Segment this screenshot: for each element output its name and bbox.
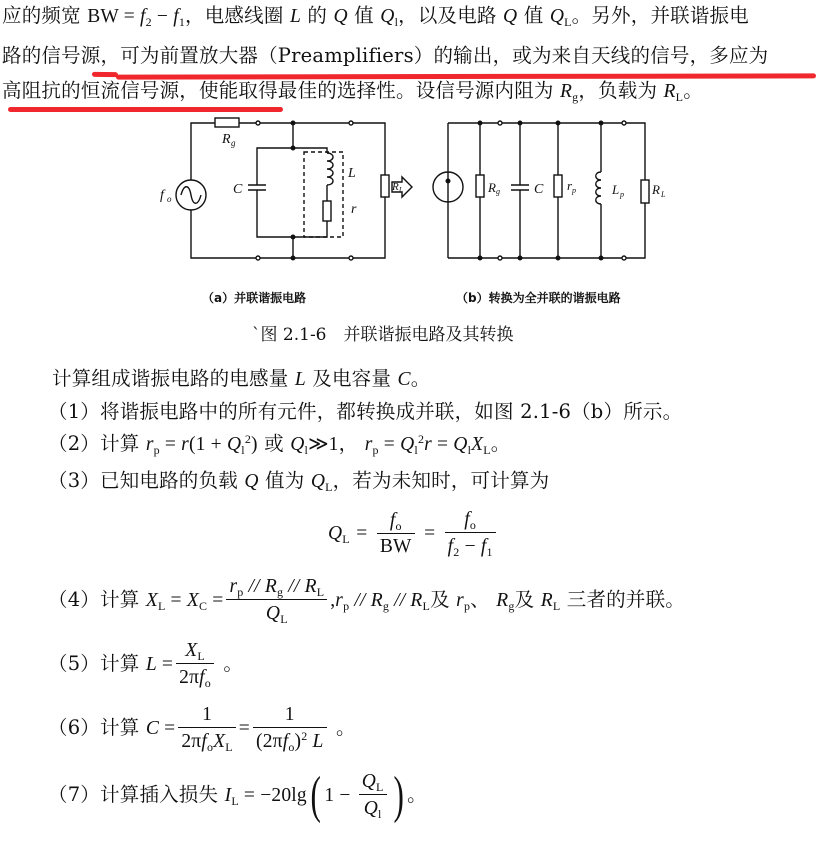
XL-symbol: X [185,640,198,661]
subscript: 1 [178,15,186,29]
XC-symbol: X [186,590,199,611]
rp-symbol: r [456,590,464,611]
text: ，负载为 [578,79,664,102]
label-sub: o [167,194,172,204]
subscript: g [382,599,390,613]
subscript: p [153,443,160,457]
equals-log: = −20lg [238,785,307,806]
subscript: l [394,15,399,29]
QL-symbol: Q [361,771,376,792]
subscript: 2 [145,15,152,29]
equals: = [431,434,454,455]
rp-symbol: r [335,590,344,611]
XL-symbol: X [213,730,226,752]
label-fo: f [160,188,164,203]
subscript: o [204,676,211,690]
subscript: g [508,599,515,613]
subscript: g [572,90,579,104]
QL-symbol: Q [328,523,343,544]
f1-symbol: f [173,6,179,27]
step-2 [48,432,511,457]
text: 路的信号源， [2,44,121,67]
fo-symbol: f [282,730,289,752]
equals: = [424,523,436,544]
resistor-rl-icon [641,180,649,203]
label-sub: L [661,190,666,199]
subscript: l [467,443,472,457]
C-symbol: C [145,718,160,739]
RL-symbol: R [304,576,317,597]
inductor-icon [327,153,333,185]
equals: = [165,590,187,611]
subscript: 2 [453,545,460,559]
label-rl: R [392,181,399,193]
subscript: C [198,599,208,613]
steps-intro [52,367,430,392]
equals: = [159,718,176,739]
subscript: L [197,649,205,663]
step-label: （7）计算插入损失 [48,783,225,806]
parallel: // [243,576,265,597]
subscript: l [377,807,382,821]
L-symbol: L [294,369,306,390]
step-3 [48,469,549,494]
label-sub: g [496,187,500,196]
label-lp: L [612,182,620,197]
Q-symbol: Q [244,471,259,492]
highlighted-text: 高阻抗的恒流信号源，使能取得最佳的选择性。 [2,79,416,102]
subscript: L [422,599,431,613]
parallel: // [349,590,371,611]
text: 。 [407,783,427,806]
text: 。另外，并联谐振电 [571,4,749,27]
comma: , [330,590,336,611]
Rg-symbol: R [496,590,509,611]
text: 应的频宽 [2,4,88,27]
f2-symbol: f [140,6,146,27]
subscript: L [280,612,288,626]
step-3-formula [328,505,499,562]
text: 或 [257,432,291,455]
subscript: l [414,443,418,457]
resistor-rg-icon [476,175,484,197]
Ql-symbol: Q [380,6,395,27]
label-sub: p [620,190,624,199]
superscript: 2 [244,432,252,446]
fraction [176,638,214,691]
inductor-icon [596,172,601,204]
step-4 [48,572,685,629]
label-rp: r [567,178,573,193]
two-pi: 2π [179,667,200,688]
Ql-symbol: Q [226,434,242,455]
fraction [359,769,387,822]
one: 1 [178,703,235,728]
subscript: 1 [486,545,493,559]
rp-symbol: r [229,576,238,597]
subscript: L [225,739,233,754]
subscript: p [237,585,244,599]
text: ，若为未知时，可计算为 [332,469,550,492]
subscript: L [157,599,166,613]
subscript: p [372,443,379,457]
circuit-a [176,118,412,260]
L-symbol: L [307,730,324,752]
fo-symbol: f [464,509,470,530]
parallel: // [389,590,411,611]
resistor-rg-icon [215,118,239,127]
subscript: L [675,90,684,104]
text: 三者的并联。 [560,588,685,611]
bw-symbol: BW [379,535,412,557]
equals: = [159,434,182,455]
equals: = [378,434,401,455]
fraction [445,507,496,560]
subscript: o [469,518,477,532]
label-r: r [351,202,357,217]
highlighted-text: 可为前置放大器（Preamplifiers）的输出，或为来自天线的信号，多应为 [120,44,769,67]
one: 1 [253,703,327,728]
label-l: L [348,166,356,181]
text: ，电感线圈 [185,4,290,27]
equals: = [207,590,224,611]
Ql-symbol: Q [363,798,378,819]
text: 及电容量 [305,367,398,390]
fo-symbol: f [201,730,207,752]
rp-symbol: r [364,434,373,455]
subscript: l [304,443,309,457]
subscript: L [552,599,561,613]
subscript: L [325,480,333,494]
resistor-r-icon [323,201,331,221]
RL-symbol: R [410,590,423,611]
QL-symbol: Q [310,471,326,492]
expr: (1 + [188,434,227,455]
resistor-rp-icon [554,175,562,197]
r-symbol: r [181,434,189,455]
Rg-symbol: R [370,590,383,611]
fraction [253,703,327,755]
fo-symbol: f [389,509,396,531]
text: 。 [216,652,244,675]
caption-a: （a）并联谐振电路 [202,291,307,305]
much-greater: ≫1， [308,434,359,455]
text: 。 [490,432,511,455]
step-label: （2）计算 [48,432,146,455]
subscript: o [395,518,402,533]
step-label: （5）计算 [48,652,146,675]
subscript: L [342,532,350,546]
text: 。 [329,716,356,739]
text: 值为 [258,469,311,492]
text: （3）已知电路的负载 [48,469,245,492]
label-sub: g [231,138,236,148]
two-pi: (2π [256,730,283,752]
fraction [377,508,415,560]
text: ，以及电路 [398,4,504,27]
text: 及 [514,588,541,611]
XL-symbol: X [471,434,484,455]
step-5 [48,636,243,693]
text: （1）将谐振电路中的所有元件，都转换成并联，如图 2.1-6（b）所示。 [48,400,683,423]
superscript: 2 [301,728,308,743]
minus: − [459,536,481,557]
circuit-diagram [0,0,825,300]
L-symbol: L [145,654,157,675]
Ql-symbol: Q [290,434,305,455]
subscript: L [316,585,325,599]
step-1 [48,400,682,424]
subscript: L [376,780,384,794]
step-7 [48,765,427,826]
equals: = [238,718,250,739]
text: 、 [470,588,497,611]
label-c: C [534,182,544,197]
subscript: l [241,443,245,457]
f1-symbol: f [480,536,487,557]
subscript: p [463,599,471,613]
IL-symbol: I [224,785,232,806]
figure-caption: `图 2.1-6 并联谐振电路及其转换 [252,325,514,345]
step-label: （6）计算 [48,716,146,739]
Rg-symbol: R [264,576,277,597]
f2-symbol: f [447,536,454,557]
Q-symbol: Q [333,6,348,27]
superscript: 2 [417,432,425,446]
left-paren: ( [310,766,321,824]
Ql-symbol: Q [453,434,468,455]
text: 。 [683,79,703,102]
bw-symbol: BW = [87,6,141,27]
step-6 [48,700,356,757]
label-sub: p [572,186,576,195]
text: 的 [300,4,334,27]
fraction [178,703,235,755]
text: 计算组成谐振电路的电感量 [52,367,295,390]
minus: − [151,6,174,27]
L-symbol: L [289,6,301,27]
text: 及 [430,588,457,611]
label-sub: L [399,186,403,194]
one-minus: 1 − [324,785,356,806]
XL-symbol: X [145,590,158,611]
C-symbol: C [397,369,411,390]
Q-symbol: Q [503,6,518,27]
label-rl: R [652,182,660,197]
subscript: p [343,599,350,613]
subscript: L [231,794,239,808]
fraction [226,574,327,627]
resistor-rl-icon [381,175,389,197]
parallel: // [283,576,305,597]
RL-symbol: R [663,81,676,102]
text: 值 [347,4,381,27]
label-rg: R [488,180,496,195]
fo-symbol: f [199,667,205,688]
label-rg: R [222,132,231,147]
RL-symbol: R [540,590,553,611]
text: 设信号源内阻为 [415,79,561,102]
subscript: L [483,443,491,457]
two-pi: 2π [181,730,202,752]
r-symbol: r [424,434,432,455]
caption-b: （b）转换为全并联的谐振电路 [456,291,621,305]
paren: ) [294,730,302,752]
subscript: o [206,739,214,754]
text: 。 [410,367,431,390]
equals: = [356,523,368,544]
subscript: L [564,15,572,29]
subscript: g [276,585,284,599]
Ql-symbol: Q [400,434,415,455]
step-label: （4）计算 [48,588,146,611]
label-c: C [233,182,243,197]
QL-symbol: Q [549,6,565,27]
rp-symbol: r [145,434,154,455]
QL-symbol: Q [265,603,281,624]
equals: = [156,654,174,675]
right-paren: ) [393,766,404,824]
text: 值 [517,4,550,27]
Rg-symbol: R [560,81,573,102]
expr: ) [251,434,258,455]
dashed-box [304,152,343,237]
subscript: o [288,739,295,754]
